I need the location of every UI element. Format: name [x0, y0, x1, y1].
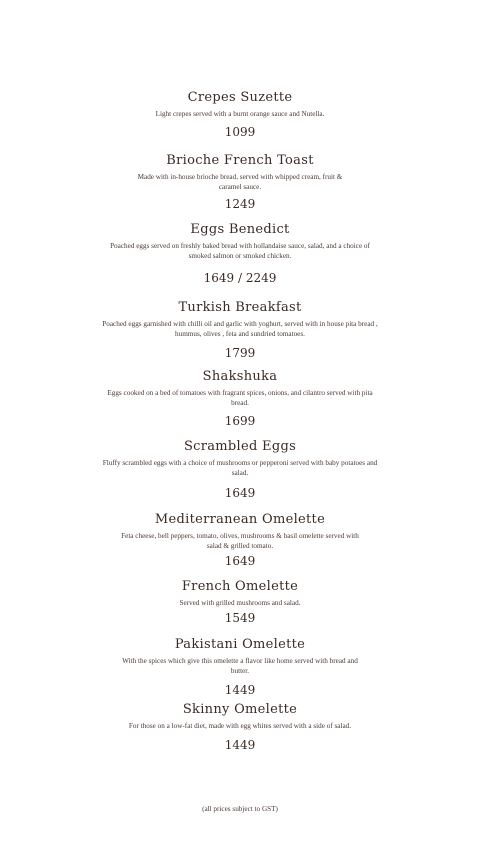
- item-name: Pakistani Omelette: [174, 637, 306, 652]
- item-price: 1449: [224, 683, 256, 697]
- menu-item-turkish-breakfast: [90, 300, 390, 361]
- item-description: Feta cheese, bell peppers, tomato, olives, mushrooms & basil omelette served with salad & grilled tomato.: [121, 532, 359, 550]
- menu-item-skinny-omelette: [90, 702, 390, 753]
- item-name: Crepes Suzette: [187, 90, 293, 105]
- menu-item-french-omelette: [90, 579, 390, 626]
- prices-note: (all prices subject to GST): [202, 805, 278, 813]
- item-description: With the spices which give this omelette a flavor like home served with bread and butter.: [122, 657, 358, 675]
- item-price: 1699: [224, 414, 256, 428]
- item-price: 1649 / 2249: [203, 271, 277, 285]
- item-description: Eggs cooked on a bed of tomatoes with fragrant spices, onions, and cilantro served with pita bread.: [107, 389, 373, 407]
- menu-item-scrambled-eggs: [90, 439, 390, 501]
- item-description: Poached eggs garnished with chilli oil and garlic with yoghurt, served with in house pita bread , hummus, olives , feta and sundried tomatoes.: [102, 320, 378, 338]
- menu-item-eggs-benedict: [90, 222, 390, 286]
- item-name: French Omelette: [181, 579, 299, 594]
- menu-item-crepes-suzette: [90, 90, 390, 140]
- item-name: Mediterranean Omelette: [154, 512, 326, 527]
- item-description: Made with in-house brioche bread, served with whipped cream, fruit & caramel sauce.: [137, 173, 343, 191]
- menu-item-brioche-french-toast: [90, 153, 390, 212]
- item-price: 1649: [224, 554, 256, 568]
- item-description: Light crepes served with a burnt orange sauce and Nutella.: [155, 110, 325, 118]
- menu-item-mediterranean-omelette: [90, 512, 390, 569]
- item-name: Turkish Breakfast: [178, 300, 302, 315]
- item-price: 1449: [224, 738, 256, 752]
- item-price: 1549: [224, 611, 256, 625]
- item-description: Served with grilled mushrooms and salad.: [179, 599, 301, 607]
- item-price: 1099: [224, 125, 256, 139]
- item-name: Scrambled Eggs: [183, 439, 297, 454]
- item-price: 1799: [224, 346, 256, 360]
- menu-item-pakistani-omelette: [90, 637, 390, 698]
- menu-item-shakshuka: [90, 369, 390, 429]
- item-name: Eggs Benedict: [190, 222, 290, 237]
- item-name: Skinny Omelette: [182, 702, 298, 717]
- item-name: Brioche French Toast: [166, 153, 314, 168]
- item-description: For those on a low-fat diet, made with egg whites served with a side of salad.: [128, 722, 352, 730]
- item-name: Shakshuka: [202, 369, 278, 384]
- item-price: 1649: [224, 486, 256, 500]
- item-description: Poached eggs served on freshly baked bread with hollandaise sauce, salad, and a choice of smoked salmon or smoked chicken.: [110, 242, 370, 260]
- item-price: 1249: [224, 197, 256, 211]
- item-description: Fluffy scrambled eggs with a choice of mushrooms or pepperoni served with baby potatoes and salad.: [102, 459, 378, 477]
